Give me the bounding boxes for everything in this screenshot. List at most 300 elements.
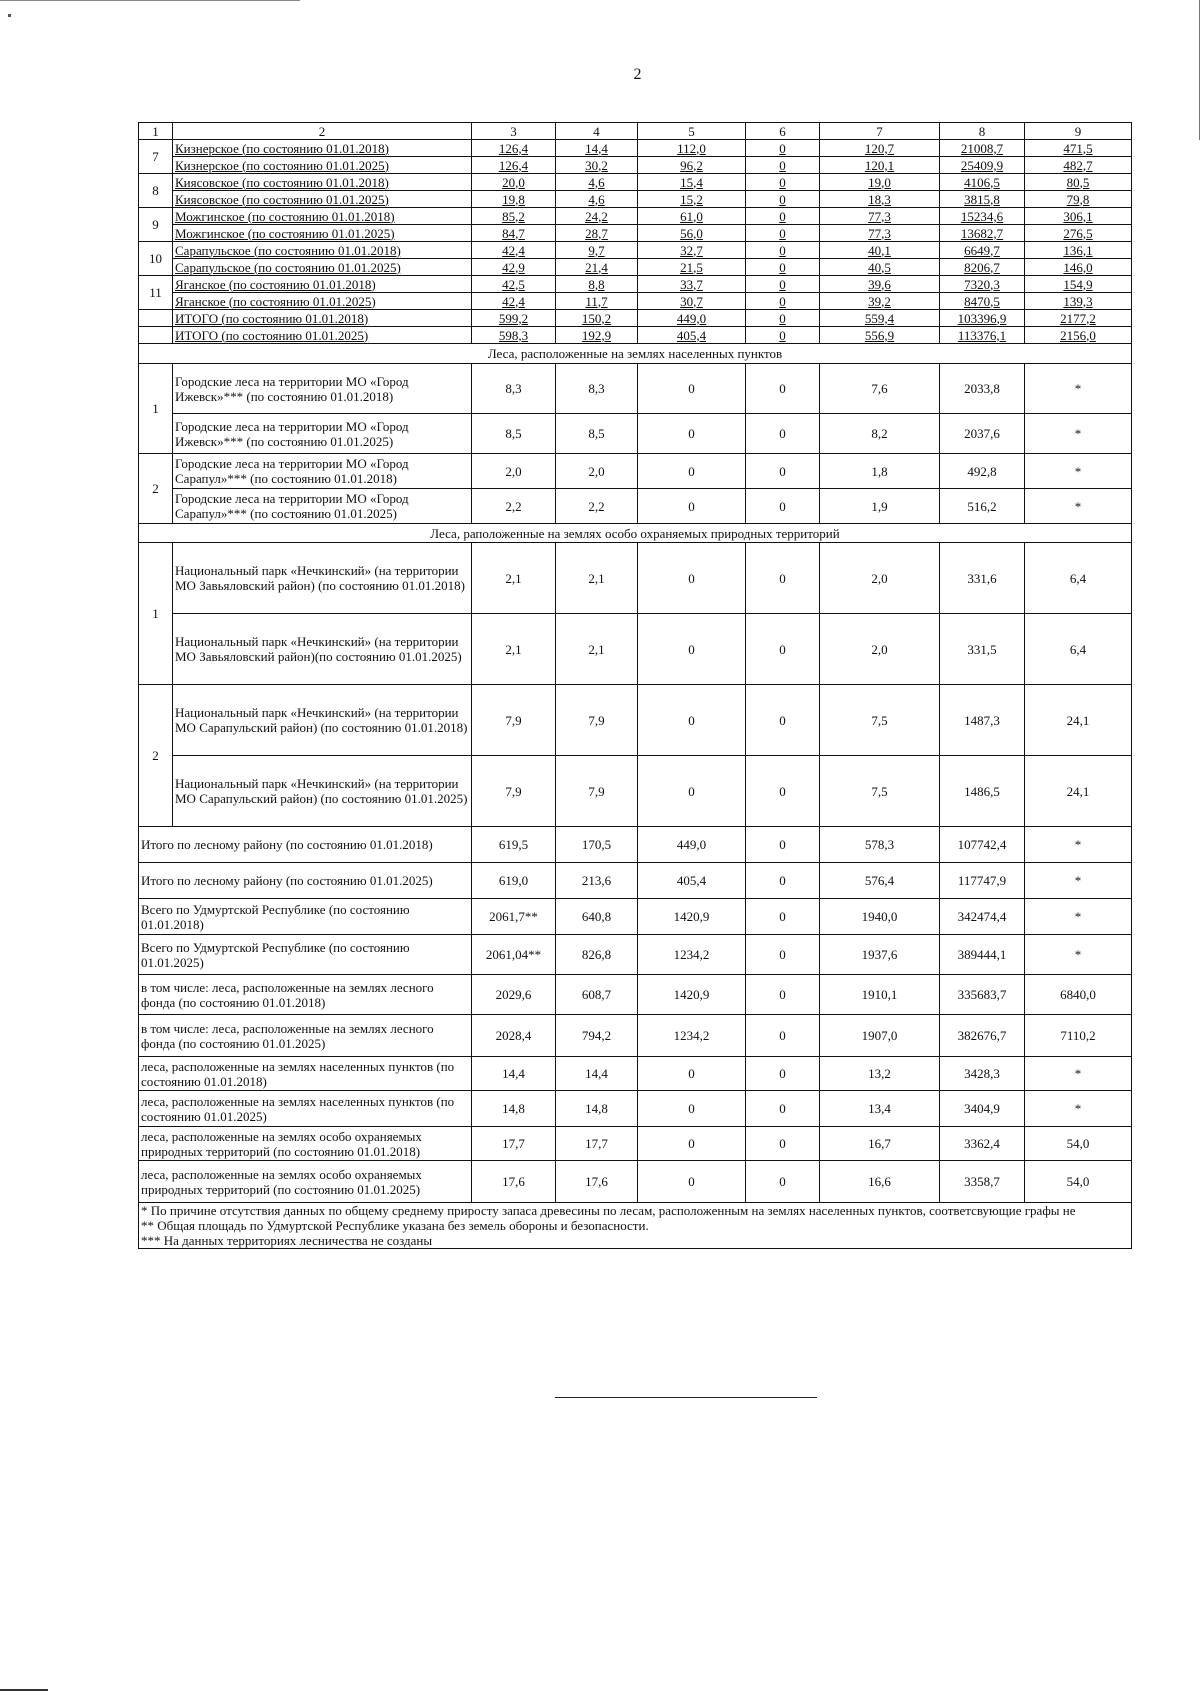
cell-col-5: 15,4 xyxy=(638,174,746,191)
table-row xyxy=(139,414,1132,454)
cell-col-9: 2177,2 xyxy=(1025,310,1132,327)
cell-col-8: 342474,4 xyxy=(940,899,1025,935)
cell-col-6: 0 xyxy=(746,685,820,756)
cell-col-8: 107742,4 xyxy=(940,827,1025,863)
cell-col-5: 0 xyxy=(638,685,746,756)
table-row xyxy=(139,614,1132,685)
cell-col-4: 8,5 xyxy=(556,414,638,454)
cell-col-5: 33,7 xyxy=(638,276,746,293)
cell-col-3: 8,3 xyxy=(472,364,556,414)
summary-row xyxy=(139,1161,1132,1203)
cell-col-9: 154,9 xyxy=(1025,276,1132,293)
cell-col-7: 39,6 xyxy=(820,276,940,293)
summary-label: леса, расположенные на землях населенных пунктов (по состоянию 01.01.2025) xyxy=(139,1091,472,1127)
footnote: *** На данных территориях лесничества не созданы xyxy=(141,1233,433,1248)
cell-col-6: 0 xyxy=(746,225,820,242)
cell-col-6: 0 xyxy=(746,899,820,935)
cell-col-3: 20,0 xyxy=(472,174,556,191)
cell-col-5: 0 xyxy=(638,1091,746,1127)
table-header-row xyxy=(139,123,1132,140)
cell-col-4: 11,7 xyxy=(556,293,638,310)
cell-col-4: 213,6 xyxy=(556,863,638,899)
cell-col-7: 1907,0 xyxy=(820,1015,940,1057)
cell-col-9: 54,0 xyxy=(1025,1127,1132,1161)
cell-col-6: 0 xyxy=(746,756,820,827)
cell-col-6: 0 xyxy=(746,293,820,310)
cell-col-3: 14,8 xyxy=(472,1091,556,1127)
forest-table xyxy=(138,122,1132,1249)
cell-col-4: 14,4 xyxy=(556,140,638,157)
cell-col-7: 7,6 xyxy=(820,364,940,414)
cell-col-5: 30,7 xyxy=(638,293,746,310)
cell-col-8: 4106,5 xyxy=(940,174,1025,191)
row-number xyxy=(139,310,173,327)
row-number: 2 xyxy=(139,454,173,524)
row-label: Сарапульское (по состоянию 01.01.2025) xyxy=(173,259,472,276)
cell-col-7: 2,0 xyxy=(820,614,940,685)
cell-col-3: 7,9 xyxy=(472,685,556,756)
cell-col-9: * xyxy=(1025,827,1132,863)
cell-col-8: 2037,6 xyxy=(940,414,1025,454)
row-label: Национальный парк «Нечкинский» (на территории МО Сарапульский район) (по состоянию 01.01.2018) xyxy=(173,685,472,756)
cell-col-7: 13,2 xyxy=(820,1057,940,1091)
cell-col-4: 826,8 xyxy=(556,935,638,975)
cell-col-4: 192,9 xyxy=(556,327,638,344)
cell-col-4: 7,9 xyxy=(556,756,638,827)
page-number: 2 xyxy=(633,66,642,83)
row-number: 7 xyxy=(139,140,173,174)
cell-col-9: * xyxy=(1025,454,1132,489)
row-label: Национальный парк «Нечкинский» (на территории МО Завьяловский район) (по состоянию 01.01.2018) xyxy=(173,543,472,614)
cell-col-9: 2156,0 xyxy=(1025,327,1132,344)
cell-col-3: 598,3 xyxy=(472,327,556,344)
cell-col-5: 0 xyxy=(638,454,746,489)
cell-col-9: 7110,2 xyxy=(1025,1015,1132,1057)
cell-col-7: 8,2 xyxy=(820,414,940,454)
cell-col-6: 0 xyxy=(746,140,820,157)
cell-col-3: 19,8 xyxy=(472,191,556,208)
row-label: ИТОГО (по состоянию 01.01.2025) xyxy=(173,327,472,344)
cell-col-3: 17,7 xyxy=(472,1127,556,1161)
cell-col-4: 640,8 xyxy=(556,899,638,935)
cell-col-8: 3815,8 xyxy=(940,191,1025,208)
cell-col-4: 17,7 xyxy=(556,1127,638,1161)
row-label: Можгинское (по состоянию 01.01.2025) xyxy=(173,225,472,242)
cell-col-7: 7,5 xyxy=(820,756,940,827)
summary-row xyxy=(139,863,1132,899)
cell-col-9: 80,5 xyxy=(1025,174,1132,191)
cell-col-9: 24,1 xyxy=(1025,685,1132,756)
row-number xyxy=(139,327,173,344)
cell-col-6: 0 xyxy=(746,489,820,524)
table-row xyxy=(139,140,1132,157)
cell-col-9: 6840,0 xyxy=(1025,975,1132,1015)
cell-col-9: 471,5 xyxy=(1025,140,1132,157)
row-number: 2 xyxy=(139,685,173,827)
cell-col-6: 0 xyxy=(746,827,820,863)
row-label: Киясовское (по состоянию 01.01.2018) xyxy=(173,174,472,191)
cell-col-6: 0 xyxy=(746,1057,820,1091)
cell-col-7: 77,3 xyxy=(820,208,940,225)
cell-col-3: 126,4 xyxy=(472,157,556,174)
cell-col-5: 15,2 xyxy=(638,191,746,208)
cell-col-3: 42,5 xyxy=(472,276,556,293)
cell-col-8: 516,2 xyxy=(940,489,1025,524)
cell-col-4: 4,6 xyxy=(556,191,638,208)
summary-label: Итого по лесному району (по состоянию 01.01.2018) xyxy=(139,827,472,863)
footnotes xyxy=(139,1203,1132,1249)
summary-label: леса, расположенные на землях особо охраняемых природных территорий (по состоянию 01.01.2018) xyxy=(139,1127,472,1161)
cell-col-8: 13682,7 xyxy=(940,225,1025,242)
row-label: Национальный парк «Нечкинский» (на территории МО Сарапульский район) (по состоянию 01.01.2025) xyxy=(173,756,472,827)
cell-col-6: 0 xyxy=(746,614,820,685)
cell-col-8: 1487,3 xyxy=(940,685,1025,756)
cell-col-4: 794,2 xyxy=(556,1015,638,1057)
cell-col-9: * xyxy=(1025,489,1132,524)
cell-col-8: 15234,6 xyxy=(940,208,1025,225)
cell-col-9: 79,8 xyxy=(1025,191,1132,208)
cell-col-5: 0 xyxy=(638,614,746,685)
cell-col-8: 25409,9 xyxy=(940,157,1025,174)
cell-col-4: 9,7 xyxy=(556,242,638,259)
cell-col-4: 17,6 xyxy=(556,1161,638,1203)
cell-col-6: 0 xyxy=(746,1091,820,1127)
cell-col-7: 39,2 xyxy=(820,293,940,310)
cell-col-9: 24,1 xyxy=(1025,756,1132,827)
summary-row xyxy=(139,1127,1132,1161)
cell-col-4: 608,7 xyxy=(556,975,638,1015)
header-col-9: 9 xyxy=(1025,123,1132,140)
cell-col-5: 1420,9 xyxy=(638,899,746,935)
section-heading-protected: Леса, раположенные на землях особо охраняемых природных территорий xyxy=(139,524,1132,543)
cell-col-9: 6,4 xyxy=(1025,614,1132,685)
cell-col-5: 0 xyxy=(638,1057,746,1091)
cell-col-4: 2,0 xyxy=(556,454,638,489)
cell-col-4: 4,6 xyxy=(556,174,638,191)
cell-col-6: 0 xyxy=(746,1127,820,1161)
cell-col-4: 8,3 xyxy=(556,364,638,414)
table-row xyxy=(139,364,1132,414)
table-row xyxy=(139,454,1132,489)
cell-col-5: 32,7 xyxy=(638,242,746,259)
cell-col-9: * xyxy=(1025,1057,1132,1091)
cell-col-5: 56,0 xyxy=(638,225,746,242)
summary-label: леса, расположенные на землях населенных пунктов (по состоянию 01.01.2018) xyxy=(139,1057,472,1091)
table-row xyxy=(139,489,1132,524)
row-label: Кизнерское (по состоянию 01.01.2025) xyxy=(173,157,472,174)
row-label: Можгинское (по состоянию 01.01.2018) xyxy=(173,208,472,225)
cell-col-9: * xyxy=(1025,364,1132,414)
table-row xyxy=(139,157,1132,174)
header-col-4: 4 xyxy=(556,123,638,140)
cell-col-8: 21008,7 xyxy=(940,140,1025,157)
summary-row xyxy=(139,899,1132,935)
cell-col-7: 19,0 xyxy=(820,174,940,191)
row-number: 8 xyxy=(139,174,173,208)
cell-col-7: 16,6 xyxy=(820,1161,940,1203)
header-col-1: 1 xyxy=(139,123,173,140)
cell-col-3: 14,4 xyxy=(472,1057,556,1091)
cell-col-5: 449,0 xyxy=(638,310,746,327)
scan-edge-bottom xyxy=(0,1689,48,1691)
table-row xyxy=(139,276,1132,293)
cell-col-7: 556,9 xyxy=(820,327,940,344)
cell-col-7: 16,7 xyxy=(820,1127,940,1161)
cell-col-7: 1,8 xyxy=(820,454,940,489)
cell-col-4: 24,2 xyxy=(556,208,638,225)
cell-col-5: 405,4 xyxy=(638,327,746,344)
cell-col-5: 405,4 xyxy=(638,863,746,899)
row-label: Городские леса на территории МО «Город Ижевск»*** (по состоянию 01.01.2018) xyxy=(173,364,472,414)
cell-col-9: 306,1 xyxy=(1025,208,1132,225)
cell-col-7: 1940,0 xyxy=(820,899,940,935)
cell-col-4: 14,8 xyxy=(556,1091,638,1127)
cell-col-8: 335683,7 xyxy=(940,975,1025,1015)
cell-col-7: 1937,6 xyxy=(820,935,940,975)
cell-col-3: 2,1 xyxy=(472,614,556,685)
cell-col-6: 0 xyxy=(746,975,820,1015)
cell-col-4: 30,2 xyxy=(556,157,638,174)
cell-col-3: 2028,4 xyxy=(472,1015,556,1057)
cell-col-6: 0 xyxy=(746,157,820,174)
cell-col-3: 7,9 xyxy=(472,756,556,827)
header-col-3: 3 xyxy=(472,123,556,140)
cell-col-5: 0 xyxy=(638,756,746,827)
cell-col-4: 21,4 xyxy=(556,259,638,276)
summary-row xyxy=(139,827,1132,863)
cell-col-6: 0 xyxy=(746,174,820,191)
section-heading-row xyxy=(139,344,1132,364)
cell-col-6: 0 xyxy=(746,259,820,276)
table-body xyxy=(139,123,1132,1249)
cell-col-7: 576,4 xyxy=(820,863,940,899)
cell-col-3: 2029,6 xyxy=(472,975,556,1015)
cell-col-7: 7,5 xyxy=(820,685,940,756)
row-number: 1 xyxy=(139,543,173,685)
cell-col-8: 492,8 xyxy=(940,454,1025,489)
cell-col-6: 0 xyxy=(746,863,820,899)
cell-col-5: 21,5 xyxy=(638,259,746,276)
row-label: Городские леса на территории МО «Город Сарапул»*** (по состоянию 01.01.2025) xyxy=(173,489,472,524)
cell-col-8: 103396,9 xyxy=(940,310,1025,327)
cell-col-5: 61,0 xyxy=(638,208,746,225)
header-col-5: 5 xyxy=(638,123,746,140)
cell-col-7: 1910,1 xyxy=(820,975,940,1015)
cell-col-8: 1486,5 xyxy=(940,756,1025,827)
cell-col-3: 599,2 xyxy=(472,310,556,327)
cell-col-9: * xyxy=(1025,935,1132,975)
cell-col-4: 28,7 xyxy=(556,225,638,242)
cell-col-6: 0 xyxy=(746,310,820,327)
cell-col-4: 2,1 xyxy=(556,614,638,685)
cell-col-4: 8,8 xyxy=(556,276,638,293)
table-row xyxy=(139,685,1132,756)
cell-col-3: 17,6 xyxy=(472,1161,556,1203)
cell-col-7: 77,3 xyxy=(820,225,940,242)
cell-col-8: 382676,7 xyxy=(940,1015,1025,1057)
header-col-6: 6 xyxy=(746,123,820,140)
header-col-2: 2 xyxy=(173,123,472,140)
cell-col-5: 0 xyxy=(638,1127,746,1161)
summary-label: в том числе: леса, расположенные на землях лесного фонда (по состоянию 01.01.2018) xyxy=(139,975,472,1015)
summary-label: Итого по лесному району (по состоянию 01.01.2025) xyxy=(139,863,472,899)
table-row xyxy=(139,208,1132,225)
cell-col-6: 0 xyxy=(746,414,820,454)
table-row xyxy=(139,174,1132,191)
cell-col-9: 146,0 xyxy=(1025,259,1132,276)
cell-col-4: 7,9 xyxy=(556,685,638,756)
cell-col-5: 1420,9 xyxy=(638,975,746,1015)
cell-col-7: 1,9 xyxy=(820,489,940,524)
cell-col-3: 42,4 xyxy=(472,242,556,259)
footnote: ** Общая площадь по Удмуртской Республике указана без земель обороны и безопасности. xyxy=(141,1218,649,1233)
cell-col-7: 2,0 xyxy=(820,543,940,614)
summary-label: леса, расположенные на землях особо охраняемых природных территорий (по состоянию 01.01.2025) xyxy=(139,1161,472,1203)
cell-col-3: 619,5 xyxy=(472,827,556,863)
table-row xyxy=(139,259,1132,276)
cell-col-6: 0 xyxy=(746,1015,820,1057)
cell-col-5: 0 xyxy=(638,1161,746,1203)
cell-col-9: 482,7 xyxy=(1025,157,1132,174)
summary-label: в том числе: леса, расположенные на землях лесного фонда (по состоянию 01.01.2025) xyxy=(139,1015,472,1057)
cell-col-9: * xyxy=(1025,1091,1132,1127)
table-row xyxy=(139,242,1132,259)
cell-col-8: 3362,4 xyxy=(940,1127,1025,1161)
table-row xyxy=(139,225,1132,242)
cell-col-6: 0 xyxy=(746,1161,820,1203)
cell-col-6: 0 xyxy=(746,364,820,414)
header-col-8: 8 xyxy=(940,123,1025,140)
cell-col-5: 0 xyxy=(638,414,746,454)
cell-col-9: 139,3 xyxy=(1025,293,1132,310)
section-heading-row xyxy=(139,524,1132,543)
cell-col-8: 3358,7 xyxy=(940,1161,1025,1203)
summary-label: Всего по Удмуртской Республике (по состоянию 01.01.2018) xyxy=(139,899,472,935)
cell-col-5: 0 xyxy=(638,489,746,524)
cell-col-9: 6,4 xyxy=(1025,543,1132,614)
cell-col-8: 6649,7 xyxy=(940,242,1025,259)
cell-col-7: 13,4 xyxy=(820,1091,940,1127)
row-label: Киясовское (по состоянию 01.01.2025) xyxy=(173,191,472,208)
cell-col-9: 136,1 xyxy=(1025,242,1132,259)
row-label: Национальный парк «Нечкинский» (на территории МО Завьяловский район)(по состоянию 01.01.2025) xyxy=(173,614,472,685)
cell-col-8: 8206,7 xyxy=(940,259,1025,276)
cell-col-9: * xyxy=(1025,414,1132,454)
cell-col-9: 276,5 xyxy=(1025,225,1132,242)
cell-col-4: 2,1 xyxy=(556,543,638,614)
cell-col-8: 117747,9 xyxy=(940,863,1025,899)
cell-col-8: 3428,3 xyxy=(940,1057,1025,1091)
cell-col-9: * xyxy=(1025,863,1132,899)
table-row xyxy=(139,756,1132,827)
table-row xyxy=(139,191,1132,208)
cell-col-6: 0 xyxy=(746,242,820,259)
footnotes-row xyxy=(139,1203,1132,1249)
cell-col-8: 113376,1 xyxy=(940,327,1025,344)
summary-row xyxy=(139,1057,1132,1091)
cell-col-3: 42,4 xyxy=(472,293,556,310)
row-label: Кизнерское (по состоянию 01.01.2018) xyxy=(173,140,472,157)
cell-col-7: 40,1 xyxy=(820,242,940,259)
cell-col-3: 2,2 xyxy=(472,489,556,524)
row-label: Городские леса на территории МО «Город Сарапул»*** (по состоянию 01.01.2018) xyxy=(173,454,472,489)
row-number: 9 xyxy=(139,208,173,242)
cell-col-8: 2033,8 xyxy=(940,364,1025,414)
row-number: 10 xyxy=(139,242,173,276)
cell-col-4: 150,2 xyxy=(556,310,638,327)
closing-rule xyxy=(555,1397,817,1398)
cell-col-7: 40,5 xyxy=(820,259,940,276)
cell-col-8: 331,5 xyxy=(940,614,1025,685)
cell-col-9: * xyxy=(1025,899,1132,935)
table-row xyxy=(139,293,1132,310)
cell-col-6: 0 xyxy=(746,543,820,614)
cell-col-6: 0 xyxy=(746,327,820,344)
summary-label: Всего по Удмуртской Республике (по состоянию 01.01.2025) xyxy=(139,935,472,975)
cell-col-3: 42,9 xyxy=(472,259,556,276)
summary-row xyxy=(139,935,1132,975)
table-row xyxy=(139,310,1132,327)
cell-col-5: 0 xyxy=(638,543,746,614)
cell-col-5: 1234,2 xyxy=(638,935,746,975)
summary-row xyxy=(139,1091,1132,1127)
cell-col-7: 120,7 xyxy=(820,140,940,157)
footnote: * По причине отсутствия данных по общему среднему приросту запаса древесины по лесам, расположенным на землях населенных пунктов, соответсвующие графы не xyxy=(141,1203,1076,1218)
cell-col-4: 14,4 xyxy=(556,1057,638,1091)
cell-col-5: 112,0 xyxy=(638,140,746,157)
header-col-7: 7 xyxy=(820,123,940,140)
table-row xyxy=(139,327,1132,344)
row-label: Яганское (по состоянию 01.01.2018) xyxy=(173,276,472,293)
cell-col-3: 2,1 xyxy=(472,543,556,614)
cell-col-3: 2061,04** xyxy=(472,935,556,975)
cell-col-6: 0 xyxy=(746,276,820,293)
cell-col-3: 84,7 xyxy=(472,225,556,242)
section-heading-settlements: Леса, расположенные на землях населенных пунктов xyxy=(139,344,1132,364)
cell-col-5: 0 xyxy=(638,364,746,414)
row-label: ИТОГО (по состоянию 01.01.2018) xyxy=(173,310,472,327)
cell-col-3: 8,5 xyxy=(472,414,556,454)
cell-col-7: 18,3 xyxy=(820,191,940,208)
row-number: 11 xyxy=(139,276,173,310)
cell-col-8: 7320,3 xyxy=(940,276,1025,293)
cell-col-7: 559,4 xyxy=(820,310,940,327)
cell-col-3: 2061,7** xyxy=(472,899,556,935)
cell-col-8: 8470,5 xyxy=(940,293,1025,310)
row-label: Городские леса на территории МО «Город Ижевск»*** (по состоянию 01.01.2025) xyxy=(173,414,472,454)
cell-col-3: 619,0 xyxy=(472,863,556,899)
cell-col-9: 54,0 xyxy=(1025,1161,1132,1203)
row-label: Сарапульское (по состоянию 01.01.2018) xyxy=(173,242,472,259)
cell-col-3: 2,0 xyxy=(472,454,556,489)
cell-col-6: 0 xyxy=(746,935,820,975)
scan-edge-top xyxy=(0,0,300,1)
cell-col-6: 0 xyxy=(746,208,820,225)
row-number: 1 xyxy=(139,364,173,454)
cell-col-4: 170,5 xyxy=(556,827,638,863)
cell-col-5: 96,2 xyxy=(638,157,746,174)
scan-mark xyxy=(8,14,11,17)
cell-col-3: 85,2 xyxy=(472,208,556,225)
cell-col-6: 0 xyxy=(746,454,820,489)
row-label: Яганское (по состоянию 01.01.2025) xyxy=(173,293,472,310)
cell-col-8: 3404,9 xyxy=(940,1091,1025,1127)
cell-col-7: 578,3 xyxy=(820,827,940,863)
cell-col-8: 331,6 xyxy=(940,543,1025,614)
cell-col-6: 0 xyxy=(746,191,820,208)
summary-row xyxy=(139,975,1132,1015)
summary-row xyxy=(139,1015,1132,1057)
